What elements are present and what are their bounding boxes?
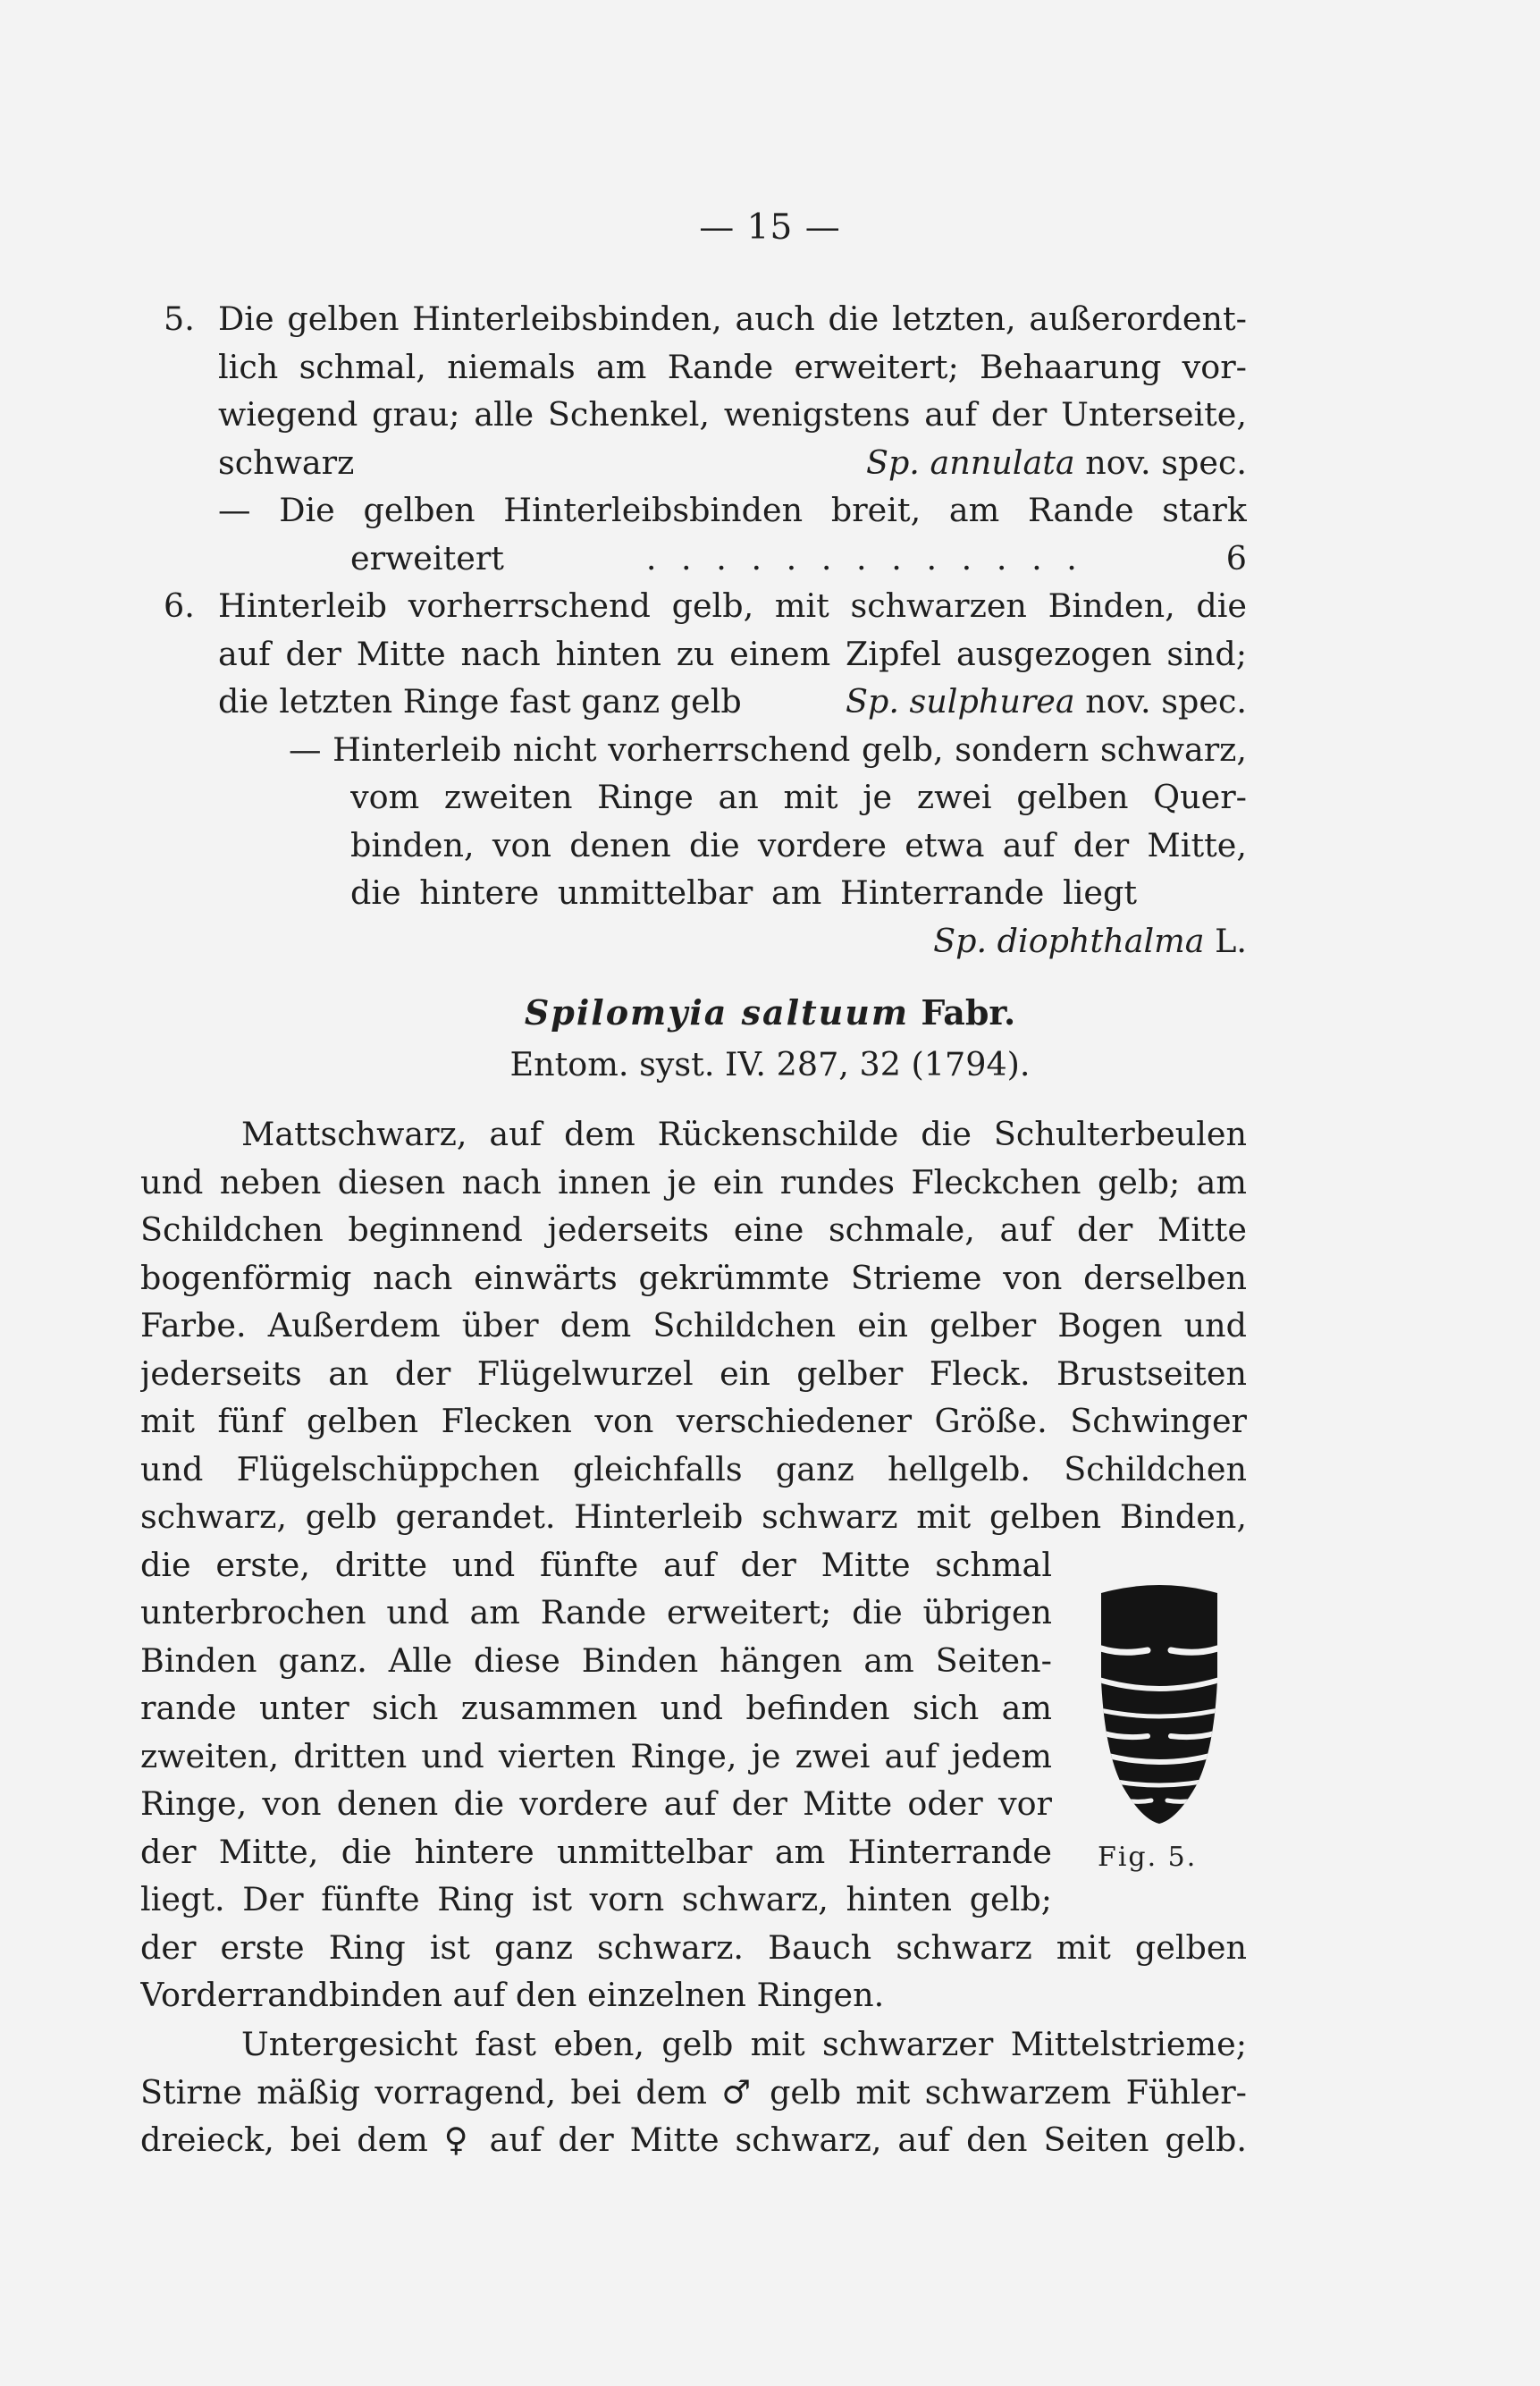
key-couplet-6 [164,582,1247,965]
text-line: Schildchen beginnend jederseits eine schmale, auf der Mitte [140,1210,1247,1249]
abdomen-figure [1092,1573,1226,1842]
page-number: — 15 — [699,207,841,248]
description-paragraph-2 [140,2020,1247,2164]
key-line: binden, von denen die vordere etwa auf der Mitte, [350,825,1247,864]
text-line: die erste, dritte und fünfte auf der Mitte schmal [140,1545,1052,1584]
text-line: liegt. Der fünfte Ring ist vorn schwarz, hinten gelb; [140,1880,1052,1918]
key-line: — Die gelben Hinterleibsbinden breit, am Rande stark [218,491,1247,529]
text-line: dreieck, bei dem ♀ auf der Mitte schwarz, auf den Seiten gelb. [140,2120,1247,2159]
text-line: Untergesicht fast eben, gelb mit schwarzer Mittelstrieme; [241,2025,1247,2063]
key-line: Sp. diophthalma L. [933,921,1247,960]
key-line: die letzten Ringe fast ganz gelb Sp. sulphurea nov. spec. [218,682,1247,721]
species-heading [0,992,1540,1033]
text-line: mit fünf gelben Flecken von verschiedener Größe. Schwinger [140,1402,1247,1440]
leader-dots: . . . . . . . . . . . . . [645,538,1084,578]
key-line: 5. Die gelben Hinterleibsbinden, auch die letzten, außerordent- [164,295,1247,343]
key-line: auf der Mitte nach hinten zu einem Zipfel ausgezogen sind; [218,634,1247,673]
couplet-number: 5. [164,299,195,338]
species-name: Sp. diophthalma [933,921,1205,960]
literature-reference: Entom. syst. IV. 287, 32 (1794). [509,1045,1031,1083]
text-line: schwarz, gelb gerandet. Hinterleib schwarz mit gelben Binden, [140,1497,1247,1536]
figure-caption: Fig. 5. [1098,1842,1198,1873]
text-line: und Flügelschüppchen gleichfalls ganz hellgelb. Schildchen [140,1449,1247,1488]
text-line: Farbe. Außerdem über dem Schildchen ein gelber Bogen und [140,1306,1247,1345]
species-heading-author: Fabr. [921,992,1016,1033]
key-line: wiegend grau; alle Schenkel, wenigstens auf der Unterseite, [218,395,1247,434]
species-name: Sp. sulphurea [845,682,1075,721]
abdomen-illustration-icon [1092,1573,1226,1842]
key-line: lich schmal, niemals am Rande erweitert; Behaarung vor- [218,347,1247,386]
text-line: Stirne mäßig vorragend, bei dem ♂ gelb mit schwarzem Fühler- [140,2072,1247,2112]
key-couplet-5 [164,295,1247,582]
key-line: schwarz Sp. annulata nov. spec. [218,443,1247,482]
text-line: Mattschwarz, auf dem Rückenschilde die Schulterbeulen [241,1115,1247,1153]
species-name: Sp. annulata [865,443,1075,482]
couplet-number: 6. [164,586,195,625]
text-line: und neben diesen nach innen je ein rundes Fleckchen gelb; am [140,1162,1247,1201]
species-heading-name: Spilomyia saltuum [524,992,910,1033]
key-line: die hintere unmittelbar am Hinterrande liegt [350,873,1137,912]
text-line: zweiten, dritten und vierten Ringe, je zwei auf jedem [140,1736,1052,1775]
text-line: bogenförmig nach einwärts gekrümmte Strieme von derselben [140,1258,1247,1297]
key-line: 6. Hinterleib vorherrschend gelb, mit schwarzen Binden, die [164,582,1247,630]
key-line: — Hinterleib nicht vorherrschend gelb, sondern schwarz, [289,729,1247,769]
text-line: Ringe, von denen die vordere auf der Mitte oder vor [140,1784,1052,1823]
text-line: Binden ganz. Alle diese Binden hängen am Seiten- [140,1640,1052,1680]
text-line: der erste Ring ist ganz schwarz. Bauch schwarz mit gelben [140,1927,1247,1967]
key-line: erweitert . . . . . . . . . . . . . 6 [164,535,1247,583]
text-line: Vorderrandbinden auf den einzelnen Ringen. [140,1976,885,2014]
text-line: unterbrochen und am Rande erweitert; die übrigen [140,1593,1052,1631]
text-line: der Mitte, die hintere unmittelbar am Hinterrande [140,1832,1052,1871]
couplet-target: 6 [1225,538,1247,578]
key-line: vom zweiten Ringe an mit je zwei gelben Quer- [350,778,1247,816]
description-paragraph [140,1110,1247,2019]
text-line: jederseits an der Flügelwurzel ein gelber Fleck. Brustseiten [140,1353,1247,1393]
text-line: rande unter sich zusammen und befinden sich am [140,1689,1052,1727]
